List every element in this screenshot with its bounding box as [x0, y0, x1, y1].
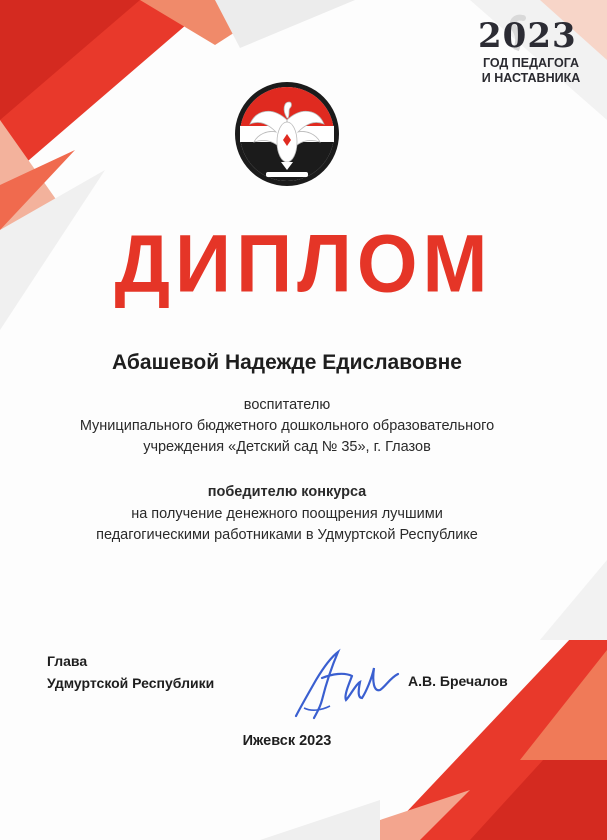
bottom-gray-triangle [260, 800, 380, 840]
recipient-position: воспитателю [243, 397, 331, 413]
top-gray-triangle [215, 0, 355, 48]
award-description-line-1: на получение денежного поощрения лучшими [131, 506, 443, 522]
institution-line-2: учреждения «Детский сад № 35», г. Глазов [143, 439, 431, 455]
year-number: 2023 [478, 16, 577, 56]
signature-underline [304, 706, 330, 710]
recipient-name: Абашевой Надежде Едиславовне [112, 351, 462, 374]
signatory-title [47, 650, 214, 694]
handwritten-signature [286, 638, 406, 728]
emblem-ribbon [266, 172, 308, 177]
signatory-name: А.В. Бречалов [408, 673, 508, 689]
award-title: победителю конкурса [207, 484, 367, 500]
signature-stroke [296, 652, 398, 718]
year-caption-line1: ГОД ПЕДАГОГА [482, 56, 580, 70]
diploma-title: ДИПЛОМ [114, 216, 493, 310]
place-and-year: Ижевск 2023 [242, 733, 332, 749]
coat-of-arms-emblem [232, 80, 342, 188]
right-gray-triangle [540, 560, 607, 640]
award-description-line-2: педагогическими работниками в Удмуртской Республике [96, 527, 478, 543]
signatory-title-line2: Удмуртской Республики [47, 675, 215, 691]
year-caption [476, 56, 586, 86]
signatory-title-line1: Глава [47, 653, 88, 669]
year-caption-line2: И НАСТАВНИКА [481, 71, 581, 85]
institution-line-1: Муниципального бюджетного дошкольного образовательного [79, 418, 495, 434]
